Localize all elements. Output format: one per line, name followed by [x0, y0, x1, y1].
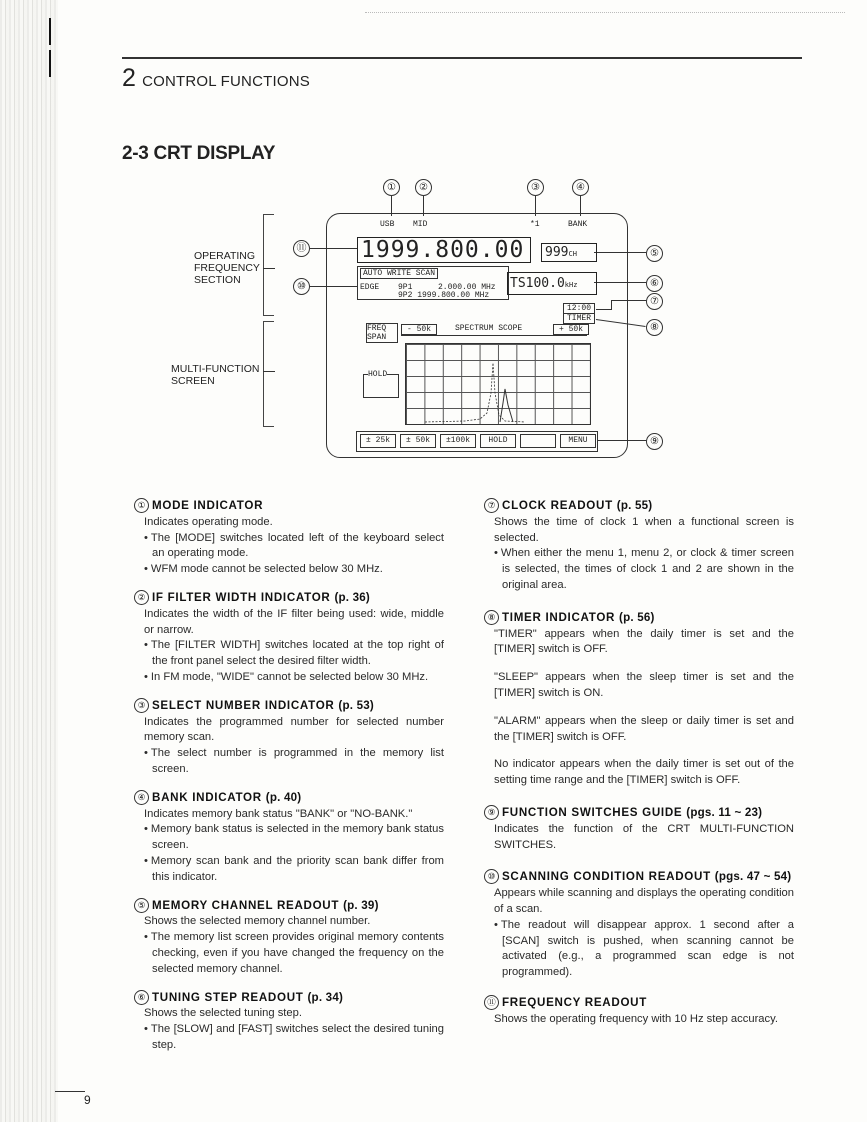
item-bullets [134, 930, 444, 977]
item-bullets [134, 1022, 444, 1054]
item-bullets [134, 746, 444, 778]
page-number: 9 [84, 1093, 91, 1107]
binding-mark [49, 18, 51, 45]
item-heading [134, 790, 444, 806]
channel-number: 999 [545, 245, 569, 260]
item-page-ref: (p. 39) [343, 898, 379, 912]
item-number: ⑩ [484, 869, 499, 884]
multi-function-label: MULTI-FUNCTION SCREEN [171, 363, 260, 387]
item-title: IF FILTER WIDTH INDICATOR [152, 590, 331, 604]
item-page-ref: (p. 36) [334, 590, 370, 604]
item-bullets [484, 918, 794, 981]
item-bullets [484, 546, 794, 593]
item-title: FREQUENCY READOUT [502, 995, 648, 1009]
item-body: Appears while scanning and displays the operating condition of a scan. [494, 887, 794, 915]
item-bullet: • WFM mode cannot be selected below 30 MHz. [144, 562, 444, 578]
item-heading [134, 990, 444, 1006]
section-title: 2-3 CRT DISPLAY [122, 143, 276, 164]
callout-8: ⑧ [646, 319, 663, 336]
item-heading [134, 898, 444, 914]
fn-button-50k: ± 50k [400, 434, 436, 448]
item-title: MEMORY CHANNEL READOUT [152, 898, 340, 912]
description-item [134, 990, 444, 1054]
item-page-ref: (p. 53) [338, 698, 374, 712]
freq-span-label: FREQ SPAN [366, 323, 398, 343]
description-item [134, 698, 444, 778]
item-bullets [134, 822, 444, 885]
frequency-readout: 1999.800.00 [357, 237, 531, 263]
callout-11: ⑪ [293, 240, 310, 257]
item-heading [134, 498, 444, 514]
fn-button-25k: ± 25k [360, 434, 396, 448]
item-title: CLOCK READOUT [502, 499, 613, 512]
operating-bracket [263, 214, 274, 316]
item-paragraph: "ALARM" appears when the sleep or daily timer is set and the [TIMER] switch is OFF. [494, 714, 794, 743]
top-faint-rule [365, 12, 845, 13]
item-body: Shows the selected memory channel number. [144, 915, 371, 928]
callout-4: ④ [572, 179, 589, 196]
item-paragraph: No indicator appears when the daily timer is set out of the setting time range and the [TIMER] switch is OFF. [494, 758, 794, 787]
callout-9: ⑨ [646, 433, 663, 450]
item-page-ref: (p. 40) [265, 790, 302, 804]
multi-bracket [263, 321, 274, 427]
item-heading [134, 590, 444, 606]
item-title: TUNING STEP READOUT [152, 990, 304, 1004]
fn-button-menu: MENU [560, 434, 596, 448]
item-heading [484, 498, 794, 514]
spectrum-rule [401, 335, 587, 336]
minus-span: - 50k [401, 324, 437, 335]
item-paragraph: "TIMER" appears when the daily timer is set and the [TIMER] switch is OFF. [494, 627, 794, 656]
callout-3: ③ [527, 179, 544, 196]
memory-channel-readout [541, 243, 597, 262]
item-bullet: • Memory bank status is selected in the memory bank status screen. [144, 822, 444, 854]
scan-p1-frequency: 2.000.00 MHz [438, 283, 496, 292]
item-bullet: • The [SLOW] and [FAST] switches select the desired tuning step. [144, 1022, 444, 1054]
page-number-rule [55, 1091, 85, 1092]
item-body: Indicates memory bank status "BANK" or "NO-BANK." [144, 807, 413, 820]
item-heading [484, 995, 794, 1011]
item-heading [134, 698, 444, 714]
callout-2: ② [415, 179, 432, 196]
page-binding-edge [0, 0, 58, 1122]
mode-indicator: USB [380, 220, 395, 229]
item-heading [484, 610, 794, 626]
callout-5: ⑤ [646, 245, 663, 262]
callout-7: ⑦ [646, 293, 663, 310]
item-number: ⑨ [484, 805, 499, 820]
item-page-ref: (pgs. 11 ~ 23) [686, 805, 763, 819]
right-column [484, 498, 794, 1040]
callout-10: ⑩ [293, 278, 310, 295]
description-item [134, 790, 444, 886]
tuning-step-readout [507, 272, 597, 295]
item-bullet: • Memory scan bank and the priority scan bank differ from this indicator. [144, 854, 444, 886]
channel-unit: CH [568, 250, 577, 258]
item-number: ② [134, 590, 149, 605]
item-number: ⑪ [484, 995, 499, 1010]
description-item [484, 995, 794, 1028]
fn-button-blank [520, 434, 556, 448]
item-number: ④ [134, 790, 149, 805]
item-body: Shows the selected tuning step. [144, 1007, 302, 1020]
item-title: TIMER INDICATOR [502, 610, 616, 624]
clock-readout: 12:00 [563, 303, 595, 314]
item-heading [484, 869, 794, 885]
description-item [134, 898, 444, 978]
item-title: SELECT NUMBER INDICATOR [152, 698, 335, 712]
fn-button-100k: ±100k [440, 434, 476, 448]
item-bullet: • The select number is programmed in the memory list screen. [144, 746, 444, 778]
item-title: BANK INDICATOR [152, 790, 262, 804]
item-body: Indicates the width of the IF filter being used: wide, middle or narrow. [144, 607, 444, 636]
scan-p2: 9P2 1999.800.00 MHz [398, 291, 490, 300]
item-bullet: • The memory list screen provides original memory contents checking, even if you have changed the frequency on the selected memory channel. [144, 930, 444, 977]
filter-indicator: MID [413, 220, 428, 229]
item-bullet: • In FM mode, "WIDE" cannot be selected below 30 MHz. [144, 670, 444, 686]
operating-frequency-label: OPERATING FREQUENCY SECTION [194, 250, 260, 286]
binding-mark [49, 50, 51, 77]
spectrum-trace [405, 343, 589, 423]
item-body: Indicates operating mode. [144, 515, 273, 528]
left-column [134, 498, 444, 1066]
scan-edge: EDGE [360, 283, 380, 292]
plus-span: + 50k [553, 324, 589, 335]
chapter-header [122, 64, 310, 93]
callout-6: ⑥ [646, 275, 663, 292]
chapter-number: 2 [122, 64, 137, 92]
item-heading [484, 805, 794, 821]
item-paragraph: "SLEEP" appears when the sleep timer is set and the [TIMER] switch is ON. [494, 671, 794, 699]
item-number: ⑥ [134, 990, 149, 1005]
description-item [484, 805, 794, 853]
description-item [484, 869, 794, 981]
item-title: SCANNING CONDITION READOUT [502, 870, 711, 884]
fn-button-hold: HOLD [480, 434, 516, 448]
item-page-ref: (pgs. 47 ~ 54) [714, 870, 792, 884]
callout-1: ① [383, 179, 400, 196]
description-item [134, 590, 444, 686]
item-body: Indicates the function of the CRT MULTI-FUNCTION SWITCHES. [494, 822, 794, 851]
item-title: MODE INDICATOR [152, 499, 264, 512]
item-page-ref: (p. 34) [307, 990, 344, 1004]
chapter-title: CONTROL FUNCTIONS [142, 73, 310, 90]
item-page-ref: (p. 56) [619, 610, 655, 624]
description-item [484, 498, 794, 594]
bracket-tick [263, 268, 275, 269]
select-indicator: *1 [530, 220, 540, 229]
item-number: ① [134, 498, 149, 513]
timer-indicator: TIMER [563, 313, 595, 324]
description-item [484, 610, 794, 789]
item-page-ref: (p. 55) [616, 499, 653, 512]
scan-p1: 9P1 [398, 283, 413, 292]
tuning-step-unit: kHz [564, 281, 578, 289]
item-bullet: • The [FILTER WIDTH] switches located at the top right of the front panel select the desired filter width. [144, 638, 444, 670]
item-number: ⑧ [484, 610, 499, 625]
tuning-step-value: TS100.0 [510, 276, 565, 291]
hold-label: HOLD [368, 370, 388, 379]
item-number: ⑤ [134, 898, 149, 913]
item-number: ⑦ [484, 498, 499, 513]
description-item [134, 498, 444, 578]
bank-indicator: BANK [568, 220, 588, 229]
item-body: Indicates the programmed number for selected number memory scan. [144, 715, 444, 744]
item-bullet: • When either the menu 1, menu 2, or clock & timer screen is selected, the times of clock 1 and 2 are shown in the original area. [494, 546, 794, 593]
item-bullet: • The readout will disappear approx. 1 second after a [SCAN] switch is pushed, when scanning cannot be activated (e.g., a programmed scan edge is not programmed). [494, 918, 794, 981]
header-rule [122, 57, 802, 59]
spectrum-scope-title: SPECTRUM SCOPE [455, 324, 523, 333]
bracket-tick [263, 371, 275, 372]
item-title: FUNCTION SWITCHES GUIDE [502, 805, 683, 819]
item-bullets [134, 638, 444, 685]
item-number: ③ [134, 698, 149, 713]
item-bullets [134, 531, 444, 578]
item-body: Shows the operating frequency with 10 Hz step accuracy. [494, 1012, 778, 1025]
item-bullet: • The [MODE] switches located left of the keyboard select an operating mode. [144, 531, 444, 563]
scan-title: AUTO WRITE SCAN [360, 268, 438, 279]
item-body: Shows the time of clock 1 when a functional screen is selected. [494, 515, 794, 544]
